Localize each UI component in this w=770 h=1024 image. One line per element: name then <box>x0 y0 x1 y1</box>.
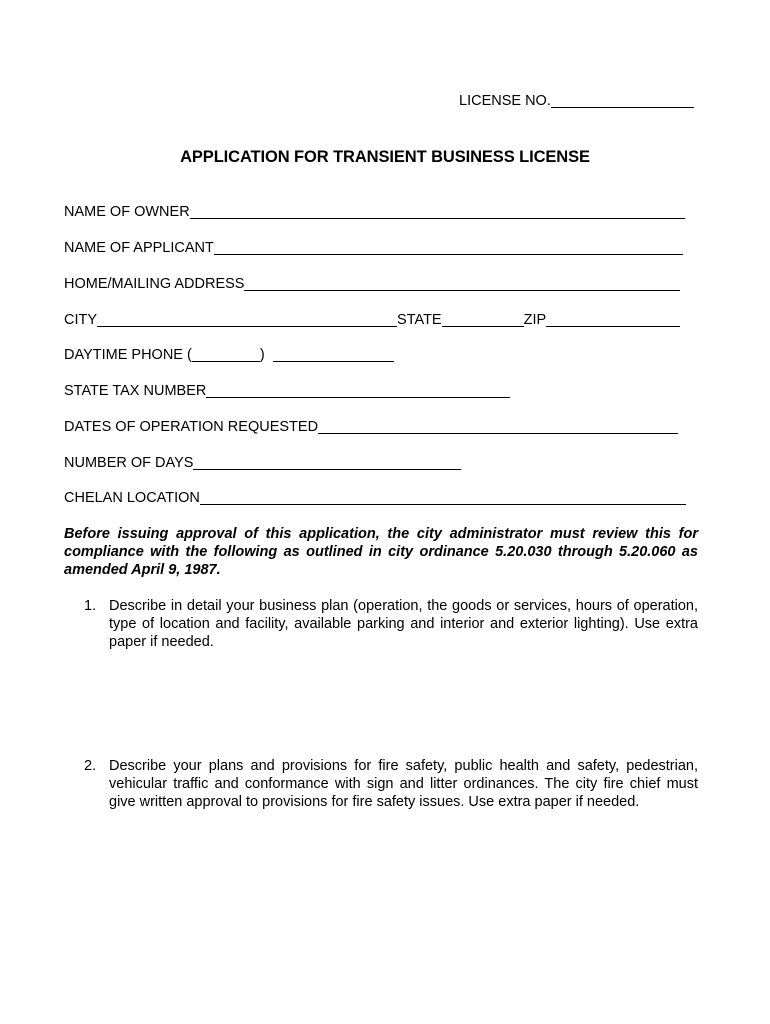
address-blank[interactable] <box>244 276 680 291</box>
applicant-label: NAME OF APPLICANT <box>64 240 214 256</box>
phone-close-paren: ) <box>259 347 265 363</box>
owner-blank[interactable] <box>190 204 685 219</box>
city-label: CITY <box>64 312 98 328</box>
dates-label: DATES OF OPERATION REQUESTED <box>64 419 319 435</box>
phone-number-blank[interactable] <box>273 347 394 362</box>
question-1-text: Describe in detail your business plan (operation, the goods or services, hours of operation, type of location and facility, available parking and interior and exterior lighting). Use extra paper if needed. <box>109 598 698 650</box>
license-number-field <box>459 93 694 110</box>
tax-number-label: STATE TAX NUMBER <box>64 383 207 399</box>
page-title: APPLICATION FOR TRANSIENT BUSINESS LICENSE <box>180 148 590 166</box>
location-label: CHELAN LOCATION <box>64 490 200 506</box>
address-label: HOME/MAILING ADDRESS <box>64 276 245 292</box>
zip-blank[interactable] <box>546 312 680 327</box>
applicant-blank[interactable] <box>214 240 683 255</box>
state-blank[interactable] <box>442 312 524 327</box>
city-blank[interactable] <box>97 312 397 327</box>
question-1 <box>84 597 698 651</box>
days-blank[interactable] <box>193 455 461 470</box>
question-1-number: 1. <box>84 598 97 614</box>
license-number-blank[interactable] <box>551 93 694 108</box>
question-2-text: Describe your plans and provisions for fire safety, public health and safety, pedestrian, vehicular traffic and conformance with sign and litter ordinances. The city fire chief must give written approval to provisions for fire safety issues. Use extra paper if needed. <box>109 758 698 810</box>
phone-field <box>64 347 394 364</box>
address-field <box>64 276 680 293</box>
phone-label: DAYTIME PHONE ( <box>64 347 192 363</box>
location-field <box>64 490 686 507</box>
state-label: STATE <box>397 312 442 328</box>
location-blank[interactable] <box>200 490 686 505</box>
tax-number-blank[interactable] <box>206 383 510 398</box>
zip-label: ZIP <box>523 312 547 328</box>
license-number-label: LICENSE NO. <box>459 93 551 109</box>
dates-field <box>64 419 678 436</box>
applicant-field <box>64 240 683 257</box>
question-2-number: 2. <box>84 758 97 774</box>
days-field <box>64 455 461 472</box>
owner-label: NAME OF OWNER <box>64 204 190 220</box>
days-label: NUMBER OF DAYS <box>64 455 194 471</box>
question-2 <box>84 757 698 811</box>
tax-number-field <box>64 383 510 400</box>
owner-field <box>64 204 685 221</box>
dates-blank[interactable] <box>318 419 678 434</box>
city-state-zip-field <box>64 312 680 329</box>
phone-area-code-blank[interactable] <box>192 347 260 362</box>
review-notice: Before issuing approval of this application, the city administrator must review this for compliance with the following as outlined in city ordinance 5.20.030 through 5.20.060 as amended April 9, 1987. <box>64 526 698 578</box>
